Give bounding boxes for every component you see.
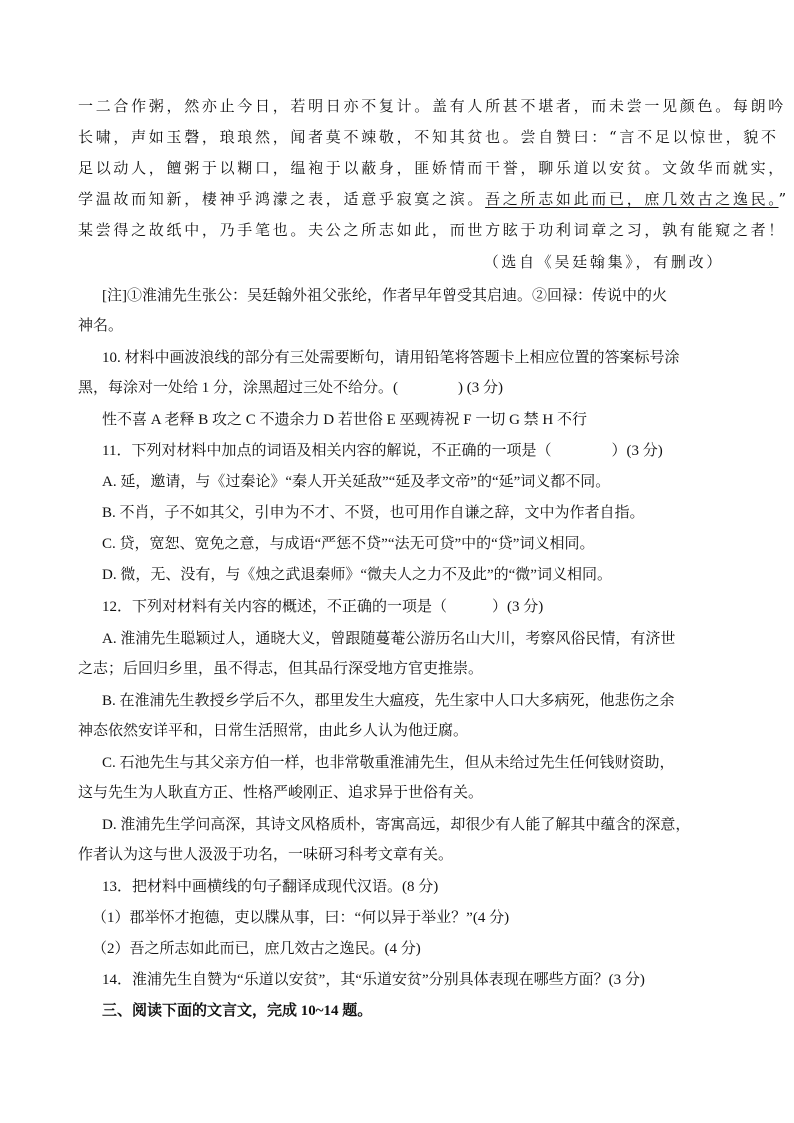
q14-stem: 14．淮浦先生自赞为“乐道以安贫”，其“乐道安贫”分别具体表现在哪些方面？(3 分)	[102, 972, 645, 988]
q12-option-d-line-1: D. 淮浦先生学问高深，其诗文风格质朴，寄寓高远，却很少有人能了解其中蕴含的深意，	[102, 817, 691, 833]
passage-source: （选自《吴廷翰集》，有删改）	[483, 253, 724, 271]
q12-option-c-line-2: 这与先生为人耿直方正、性格严峻刚正、追求异于世俗有关。	[78, 785, 484, 801]
q12-option-d-line-2: 作者认为这与世人汲汲于功名，一味研习科考文章有关。	[78, 847, 454, 863]
underlined-sentence: 吾之所志如此而已，庶几效古之逸民。	[485, 190, 779, 208]
q10-text: 性不喜 A 老释 B 攻之 C 不遗余力 D 若世俗 E 巫觋祷祝 F 一切 G 禁 H 不行	[102, 412, 588, 428]
q12-option-a-line-1: A. 淮浦先生聪颖过人，通晓大义，曾跟随蔓菴公游历名山大川，考察风俗民情，有济世	[102, 631, 676, 647]
q12-option-c-line-1: C. 石池先生与其父亲方伯一样，也非常敬重淮浦先生，但从未给过先生任何钱财资助，	[102, 755, 675, 771]
q12-stem: 12．下列对材料有关内容的概述，不正确的一项是（ ）(3 分)	[102, 599, 544, 615]
note-line-2: 神名。	[78, 318, 124, 334]
passage-line-4	[78, 188, 789, 209]
q12-option-b-line-1: B. 在淮浦先生教授乡学后不久，郡里发生大瘟疫，先生家中人口大多病死，他悲伤之余	[102, 693, 675, 709]
closing-quote: ”	[778, 190, 789, 208]
q11-stem: 11．下列对材料中加点的词语及相关内容的解说，不正确的一项是（ ）(3 分)	[102, 443, 663, 459]
passage-line-3: 足以动人，饘粥于以糊口，缊袍于以蔽身，匪娇情而干誉，聊乐道以安贫。文敛华而就实，	[78, 159, 787, 177]
passage-line-2: 长啸，声如玉磬，琅琅然，闻者莫不竦敬，不知其贫也。尝自赞曰：“言不足以惊世，貌不	[78, 128, 779, 146]
q11-option-b: B. 不肖，子不如其父，引申为不才、不贤，也可用作自谦之辞，文中为作者自指。	[102, 505, 645, 521]
section-3-heading: 三、阅读下面的文言文，完成 10~14 题。	[102, 1003, 373, 1019]
passage-line-5: 某尝得之故纸中，乃手笔也。夫公之所志如此，而世方眩于功利词章之习，孰有能窥之者！	[78, 221, 787, 239]
q11-option-d: D. 微，无、没有，与《烛之武退秦师》“微夫人之力不及此”的“微”词义相同。	[102, 567, 612, 583]
q11-option-a: A. 延，邀请，与《过秦论》“秦人开关延敌”“延及孝文帝”的“延”词义都不同。	[102, 474, 611, 490]
q13-sentence-1: （1）郡举怀才抱德，吏以牒从事，曰：“何以异于举业？”(4 分)	[92, 910, 510, 926]
q10-line-1: 10. 材料中画波浪线的部分有三处需要断句，请用铅笔将答题卡上相应位置的答案标号涂	[102, 350, 680, 366]
note-line-1: [注]①淮浦先生张公：吴廷翰外祖父张纶，作者早年曾受其启迪。②回禄：传说中的火	[102, 288, 667, 304]
q10-line-2: 黑，每涂对一处给 1 分，涂黑超过三处不给分。( ) (3 分)	[78, 380, 503, 396]
q12-option-a-line-2: 之志；后回归乡里，虽不得志，但其品行深受地方官吏推崇。	[78, 661, 484, 677]
q13-sentence-2: （2）吾之所志如此而已，庶几效古之逸民。(4 分)	[92, 941, 421, 957]
q13-stem: 13．把材料中画横线的句子翻译成现代汉语。(8 分)	[102, 879, 439, 895]
passage-line-4-text: 学温故而知新，棲神乎鸿濛之表，适意乎寂寞之滨。	[78, 190, 486, 208]
passage-line-1: 一二合作粥，然亦止今日，若明日亦不复计。盖有人所甚不堪者，而未尝一见颜色。每朗吟	[78, 97, 787, 115]
q11-option-c: C. 贷，宽恕、宽免之意，与成语“严惩不贷”“法无可贷”中的“贷”词义相同。	[102, 536, 595, 552]
q12-option-b-line-2: 神态依然安详平和，日常生活照常，由此乡人认为他迂腐。	[78, 723, 469, 739]
